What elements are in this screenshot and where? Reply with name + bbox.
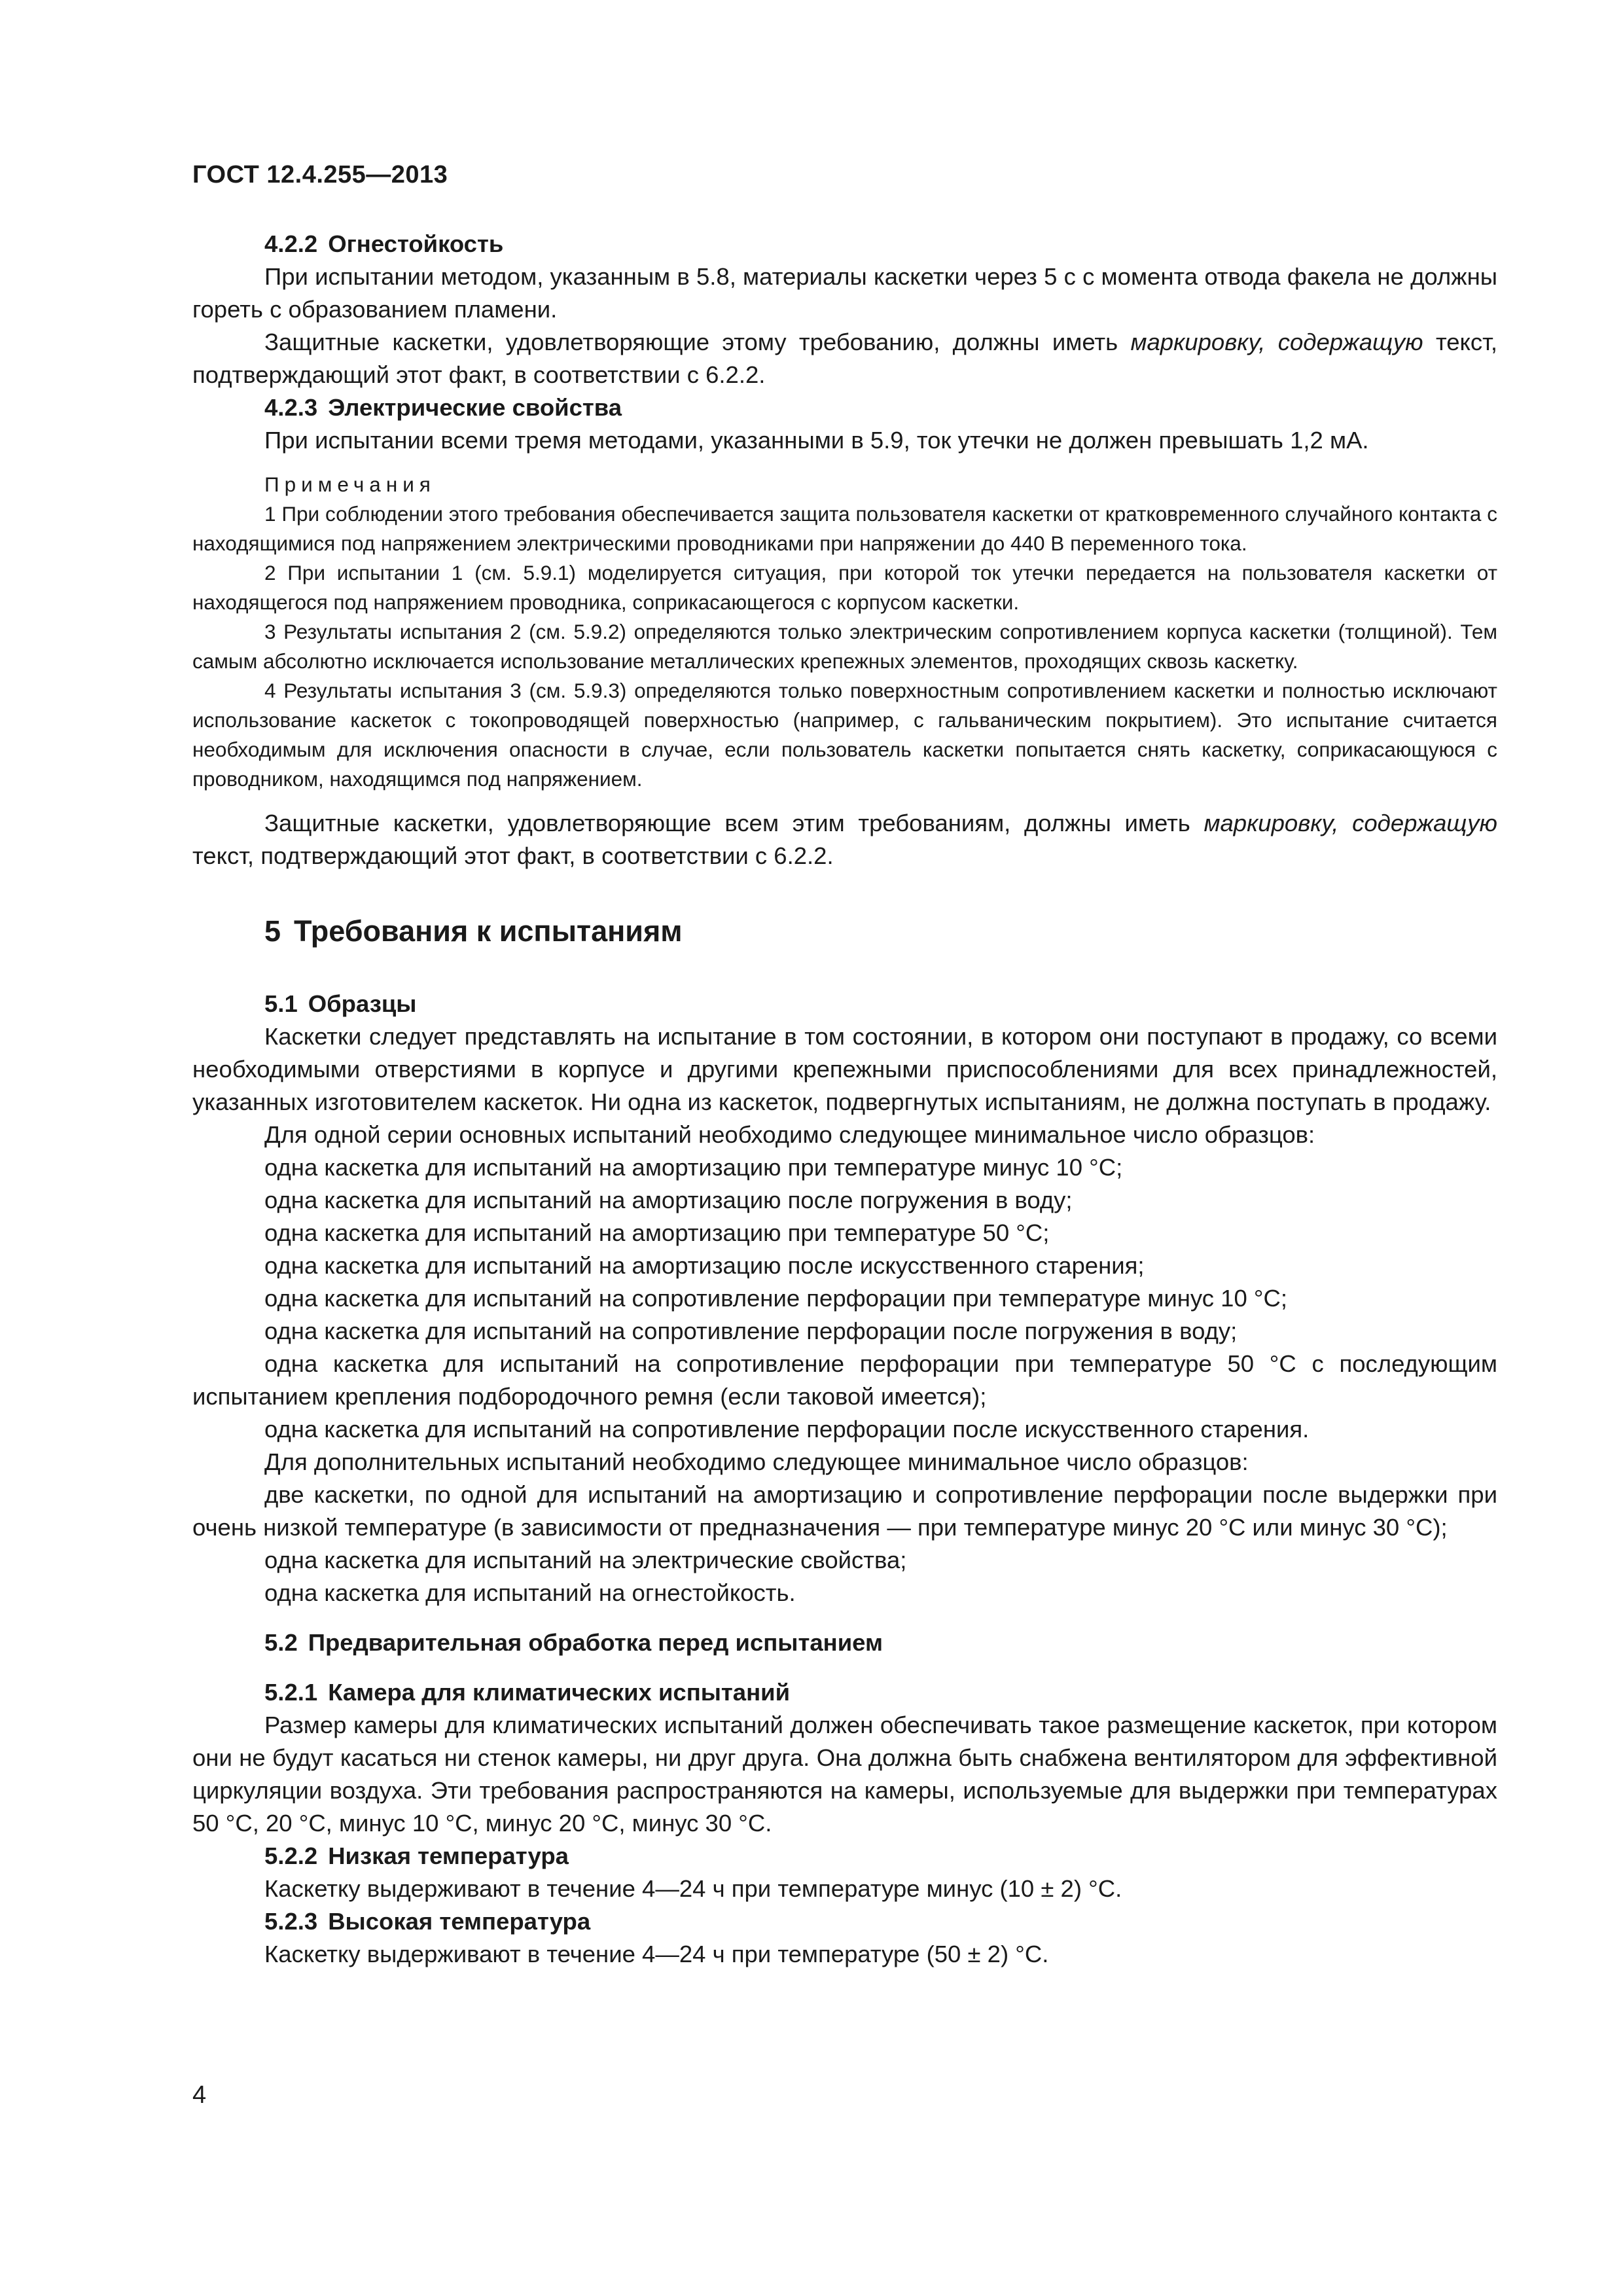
note-item: 3 Результаты испытания 2 (см. 5.9.2) определяются только электрическим сопротивлением корпуса каскетки (толщиной). Тем самым абсолютно исключается использование металлических крепежных элементов, проходящих сквозь каскетку. [192, 620, 1497, 673]
paragraph: При испытании всеми тремя методами, указанными в 5.9, ток утечки не должен превышать 1,2 мА. [264, 427, 1369, 454]
list-item: одна каскетка для испытаний на огнестойкость. [264, 1579, 796, 1606]
list-item: одна каскетка для испытаний на амортизацию после искусственного старения; [264, 1252, 1145, 1279]
paragraph-marking [192, 807, 1497, 872]
section-heading-5 [192, 912, 1497, 951]
section-title: Огнестойкость [328, 230, 504, 257]
document-code-header: ГОСТ 12.4.255—2013 [192, 161, 448, 188]
text-run: текст, подтверждающий этот факт, в соответствии с 6.2.2. [192, 329, 1497, 388]
section-title: Предварительная обработка перед испытанием [308, 1629, 883, 1656]
section-number: 5.2.2 [264, 1842, 318, 1869]
list-item: две каскетки, по одной для испытаний на амортизацию и сопротивление перфорации после выдержки при очень низкой температуре (в зависимости от предназначения — при температуре минус 20 °С или минус 30 °С); [192, 1481, 1497, 1541]
section-title: Камера для климатических испытаний [328, 1679, 791, 1706]
section-heading-4-2-2 [192, 228, 1497, 260]
section-heading-5-2 [192, 1626, 1497, 1659]
text-run: текст, подтверждающий этот факт, в соответствии с 6.2.2. [192, 842, 834, 869]
list-item: одна каскетка для испытаний на сопротивление перфорации после погружения в воду; [264, 1318, 1238, 1344]
section-number: 5.2.1 [264, 1679, 318, 1706]
italic-text: маркировку, содержащую [1204, 810, 1497, 836]
section-number: 4.2.3 [264, 394, 318, 421]
italic-text: маркировку, содержащую [1130, 329, 1423, 355]
section-number: 5 [264, 914, 281, 948]
section-number: 5.2 [264, 1629, 298, 1656]
section-heading-5-1 [192, 988, 1497, 1020]
paragraph: Каскетку выдерживают в течение 4—24 ч при температуре (50 ± 2) °С. [264, 1941, 1049, 1967]
section-number: 4.2.2 [264, 230, 318, 257]
paragraph: Для дополнительных испытаний необходимо следующее минимальное число образцов: [264, 1448, 1249, 1475]
section-title: Электрические свойства [328, 394, 622, 421]
section-heading-5-2-1 [192, 1676, 1497, 1709]
list-item: одна каскетка для испытаний на амортизацию после погружения в воду; [264, 1187, 1073, 1213]
paragraph: Для одной серии основных испытаний необходимо следующее минимальное число образцов: [264, 1121, 1315, 1148]
page-body [192, 228, 1497, 1971]
paragraph-marking [192, 326, 1497, 391]
section-heading-4-2-3 [192, 391, 1497, 424]
page-number: 4 [192, 2081, 207, 2109]
list-item: одна каскетка для испытаний на электрические свойства; [264, 1547, 907, 1573]
paragraph: Каскетку выдерживают в течение 4—24 ч при температуре минус (10 ± 2) °С. [264, 1875, 1122, 1902]
list-item: одна каскетка для испытаний на сопротивление перфорации после искусственного старения. [264, 1416, 1310, 1443]
notes-block [192, 470, 1497, 794]
section-title: Высокая температура [328, 1908, 591, 1935]
list-item: одна каскетка для испытаний на амортизацию при температуре 50 °С; [264, 1219, 1050, 1246]
section-title: Низкая температура [328, 1842, 569, 1869]
note-item: 4 Результаты испытания 3 (см. 5.9.3) определяются только поверхностным сопротивлением каскетки и полностью исключают использование каскеток с токопроводящей поверхностью (например, с гальваническим покрытием). Это испытание считается необходимым для исключения опасности в случае, если пользователь каскетки попытается снять каскетку, соприкасающуюся с проводником, находящимся под напряжением. [192, 679, 1497, 791]
list-item: одна каскетка для испытаний на сопротивление перфорации при температуре 50 °С с последующим испытанием крепления подбородочного ремня (если таковой имеется); [192, 1350, 1497, 1410]
section-title: Требования к испытаниям [294, 914, 683, 948]
text-run: Защитные каскетки, удовлетворяющие этому требованию, должны иметь [264, 329, 1131, 355]
section-number: 5.2.3 [264, 1908, 318, 1935]
text-run: Защитные каскетки, удовлетворяющие всем этим требованиям, должны иметь [264, 810, 1204, 836]
paragraph: При испытании методом, указанным в 5.8, материалы каскетки через 5 с с момента отвода факела не должны гореть с образованием пламени. [192, 263, 1497, 323]
section-number: 5.1 [264, 990, 298, 1017]
list-item: одна каскетка для испытаний на амортизацию при температуре минус 10 °С; [264, 1154, 1123, 1181]
section-heading-5-2-3 [192, 1905, 1497, 1938]
paragraph: Каскетки следует представлять на испытание в том состоянии, в котором они поступают в продажу, со всеми необходимыми отверстиями в корпусе и другими крепежными приспособлениями для всех принадлежностей, указанных изготовителем каскеток. Ни одна из каскеток, подвергнутых испытаниям, не должна поступать в продажу. [192, 1023, 1497, 1115]
section-heading-5-2-2 [192, 1840, 1497, 1873]
paragraph: Размер камеры для климатических испытаний должен обеспечивать такое размещение каскеток, при котором они не будут касаться ни стенок камеры, ни друг друга. Она должна быть снабжена вентилятором для эффективной циркуляции воздуха. Эти требования распространяются на камеры, используемые для выдержки при температурах 50 °С, 20 °С, минус 10 °С, минус 20 °С, минус 30 °С. [192, 1712, 1497, 1837]
note-item: 2 При испытании 1 (см. 5.9.1) моделируется ситуация, при которой ток утечки передается на пользователя каскетки от находящегося под напряжением проводника, соприкасающегося с корпусом каскетки. [192, 561, 1497, 614]
section-title: Образцы [308, 990, 417, 1017]
notes-title: Примечания [264, 473, 436, 496]
note-item: 1 При соблюдении этого требования обеспечивается защита пользователя каскетки от кратковременного случайного контакта с находящимися под напряжением электрическими проводниками при напряжении до 440 В переменного тока. [192, 502, 1497, 555]
list-item: одна каскетка для испытаний на сопротивление перфорации при температуре минус 10 °С; [264, 1285, 1287, 1312]
